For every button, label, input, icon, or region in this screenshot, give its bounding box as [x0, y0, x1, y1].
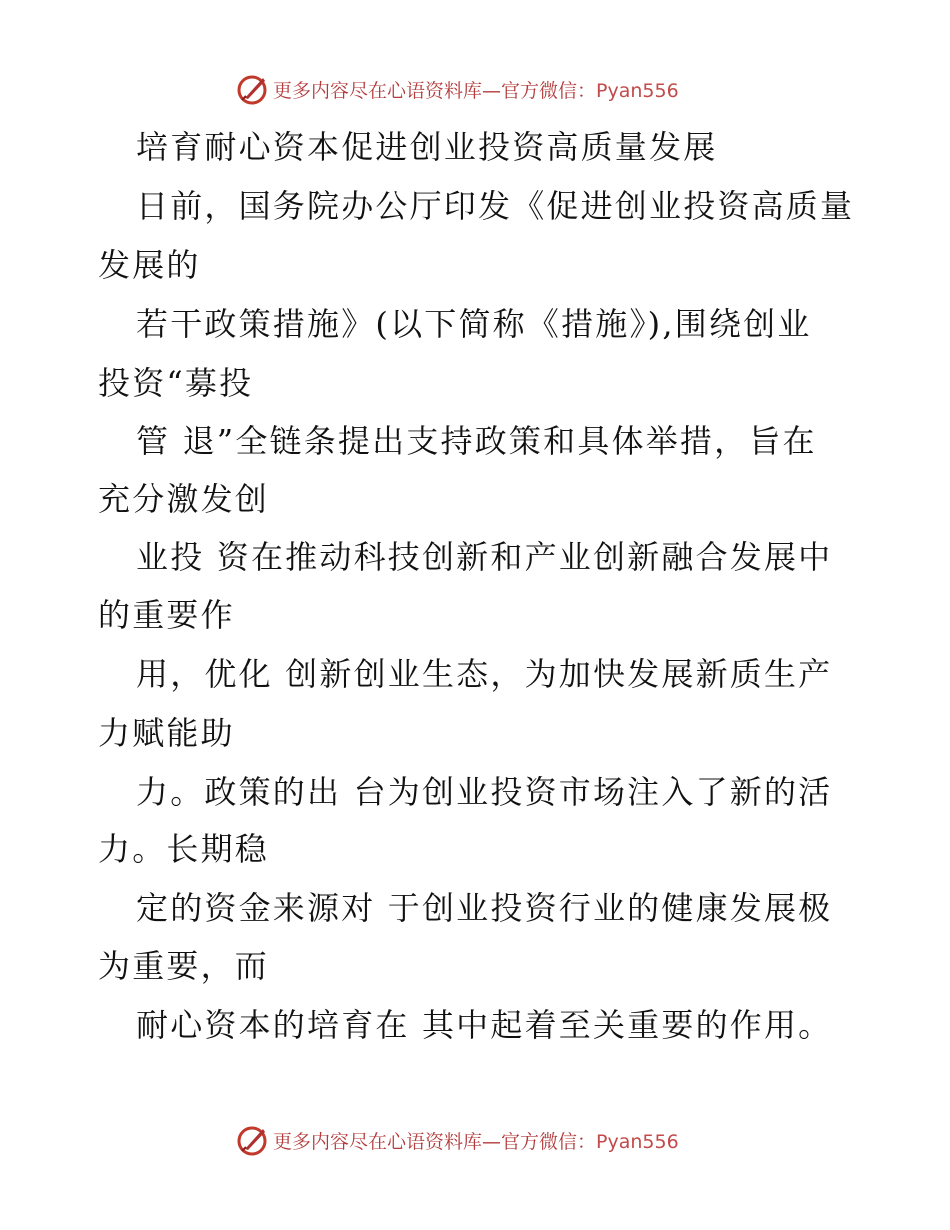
paragraph-line: 业投 资在推动科技创新和产业创新融合发展中	[136, 538, 833, 576]
quill-logo-icon	[236, 72, 270, 106]
paragraph-line: 若干政策措施》(以下简称《措施》),围绕创业	[136, 305, 812, 343]
document-title: 培育耐心资本促进创业投资高质量发展	[136, 128, 718, 166]
paragraph-line: 力。政策的出 台为创业投资市场注入了新的活	[136, 773, 833, 811]
paragraph-line: 定的资金来源对 于创业投资行业的健康发展极	[136, 889, 833, 927]
quill-logo-icon	[236, 1123, 270, 1157]
paragraph-line: 力。长期稳	[98, 830, 270, 868]
paragraph-line: 力赋能助	[98, 714, 235, 752]
paragraph-line: 耐心资本的培育在 其中起着至关重要的作用。	[136, 1006, 833, 1044]
footer-watermark-banner	[236, 1123, 679, 1157]
paragraph-line: 投资“募投	[98, 364, 254, 402]
banner-label: 更多内容尽在心语资料库—官方微信：	[273, 1130, 597, 1153]
paragraph-line: 的重要作	[98, 596, 235, 634]
paragraph-line: 用，优化 创新创业生态，为加快发展新质生产	[136, 655, 833, 693]
banner-label: 更多内容尽在心语资料库—官方微信：	[273, 79, 597, 102]
paragraph-line: 充分激发创	[98, 480, 270, 518]
paragraph-line: 发展的	[98, 246, 201, 284]
header-watermark-banner	[236, 72, 679, 106]
paragraph-line: 日前，国务院办公厅印发《促进创业投资高质量	[136, 187, 855, 225]
paragraph-line: 管 退”全链条提出支持政策和具体举措，旨在	[136, 422, 817, 460]
banner-wechat-id: Pyan556	[596, 79, 679, 102]
banner-wechat-id: Pyan556	[596, 1130, 679, 1153]
banner-text	[273, 76, 679, 103]
banner-text	[273, 1127, 679, 1154]
paragraph-line: 为重要，而	[98, 947, 270, 985]
